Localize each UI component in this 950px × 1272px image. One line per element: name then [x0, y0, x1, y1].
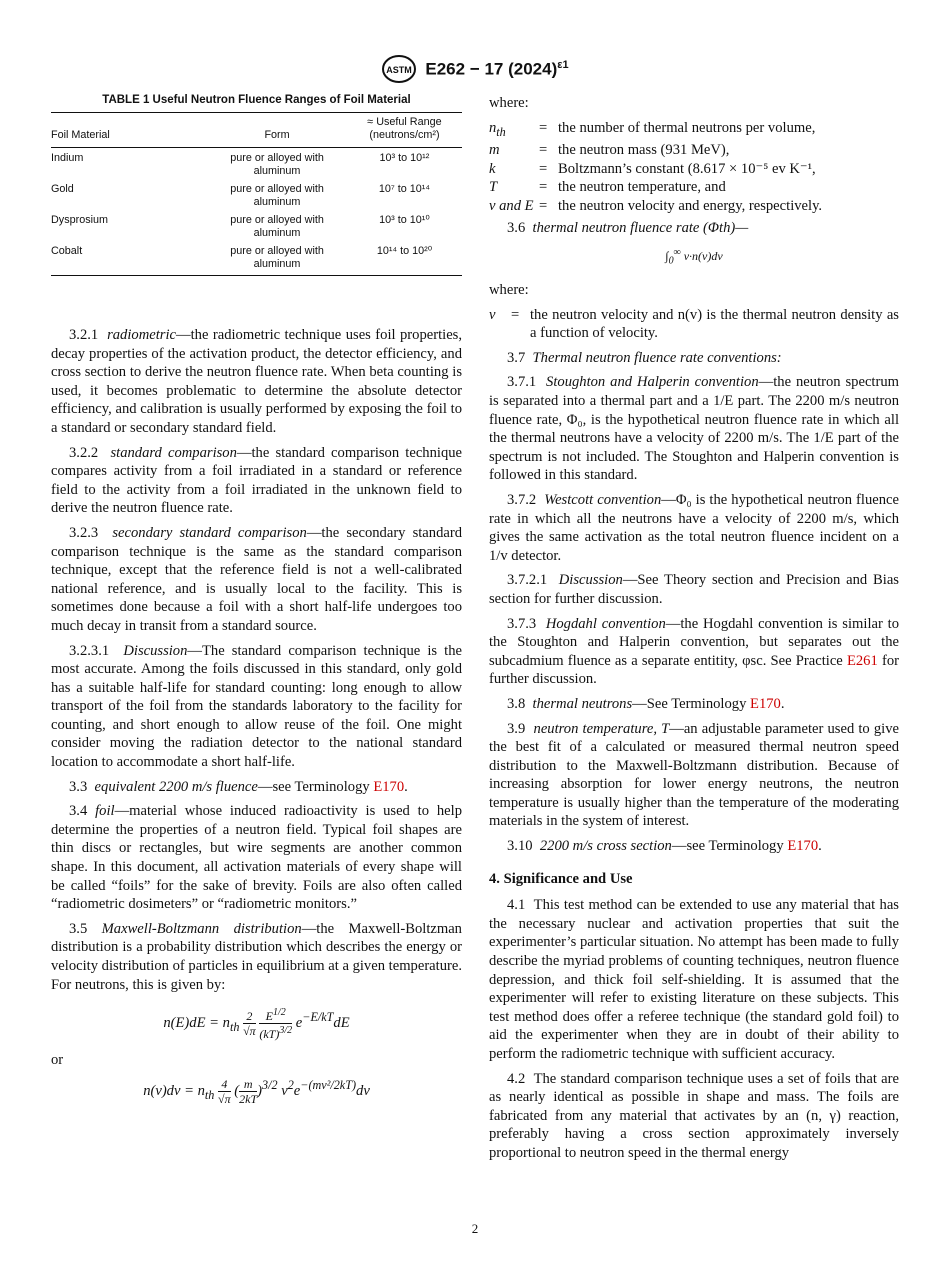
col-header-form: Form: [207, 113, 347, 148]
definitions-list-2: [489, 306, 899, 343]
cell-material: Dysprosium: [51, 214, 108, 226]
astm-logo-icon: [381, 54, 417, 84]
definition-row: T = the neutron temperature, and: [489, 179, 726, 196]
link-e261[interactable]: E261: [846, 652, 878, 669]
cell-material: Gold: [51, 183, 74, 195]
para-3-7-1: 3.7.1 Stoughton and Halperin convention—the neutron spectrum is separated into a thermal part and a 1/E part. The 2200 m/s neutron fluence rate, Φ₀, is the hypothetical neutron fluence rate in which all the thermal neutrons have a velocity of 2200 m/s. The 1/E part of the spectrum is not included. The Stoughton and Halperin convention is followed in this standard.: [489, 374, 899, 484]
page-number: 2: [471, 1221, 479, 1236]
cell-range: 10³ to 10¹²: [379, 152, 430, 164]
section-4-heading: 4. Significance and Use: [489, 870, 633, 887]
table-row: [51, 210, 462, 241]
cell-form: pure or alloyed with aluminum: [230, 214, 324, 239]
where-label: where:: [489, 95, 529, 111]
para-3-5: 3.5 Maxwell-Boltzmann distribution—the Maxwell-Boltzman distribution is a probability distribution which describes the energy or velocity distribution of particles in equilibrium at a given temperature. For neutrons, this is given by:: [51, 920, 462, 993]
para-3-6: 3.6 thermal neutron fluence rate (Φth)—: [507, 220, 749, 237]
page-header: [0, 54, 950, 84]
table-row: [51, 241, 462, 276]
para-3-4: 3.4 foil—material whose induced radioactivity is used to help determine the properties of a neutron field. Typical foil shapes are thin discs or rectangles, but wire segments are another common shape. In this document, all activation materials of every shape will be called “foils” for the sake of brevity. Foils are also often called “radiometric dosimeters” or “radiometric monitors.”: [51, 803, 462, 913]
para-3-2-1: 3.2.1 radiometric—the radiometric technique uses foil properties, decay properties of the activation product, the detector efficiency, and cross section to derive the neutron fluence rate. When beta counting is used, it becomes problematic to determine the absolute detector efficiency, and calibration is usually performed by exposing the foil to a standard or secondary standard field.: [51, 327, 463, 436]
definitions-list: [489, 119, 899, 216]
left-column: [51, 326, 462, 1106]
svg-text:ASTM: ASTM: [386, 65, 413, 75]
para-3-7: 3.7 Thermal neutron fluence rate conventions:: [507, 349, 782, 366]
para-3-10: 3.10 2200 m/s cross section—see Terminology E170.: [507, 838, 822, 855]
table-title: TABLE 1 Useful Neutron Fluence Ranges of Foil Material: [102, 94, 411, 106]
para-3-9: 3.9 neutron temperature, T—an adjustable parameter used to give the best fit of a calculated or measured thermal neutron speed distribution to the Maxwell-Boltzmann distribution. Because of increasing absorption for lower energy neutrons, the neutron temperature is usually higher than the temperature of the moderating materials in the system of interest.: [489, 720, 899, 830]
para-3-7-2-1: 3.7.2.1 Discussion—See Theory section and Precision and Bias section for further discussion.: [489, 572, 899, 607]
col-header-range: ≈ Useful Range (neutrons/cm²): [347, 113, 462, 148]
or-label: or: [51, 1052, 64, 1069]
col-header-material: Foil Material: [51, 113, 207, 148]
definition-row: v and E = the neutron velocity and energy, respectively.: [489, 197, 823, 214]
equation-fluence-rate: $\int_0^\infty$ v·n(v)dv: [665, 247, 723, 267]
cell-form: pure or alloyed with aluminum: [230, 152, 324, 177]
table-1: [51, 94, 462, 276]
right-column: [489, 94, 899, 1169]
para-3-8: 3.8 thermal neutrons—See Terminology E170.: [507, 695, 785, 712]
table-header-row: [51, 113, 462, 148]
link-e170[interactable]: E170: [750, 695, 781, 712]
table-row: [51, 148, 462, 180]
para-3-2-3-1: 3.2.3.1 Discussion—The standard comparison technique is the most accurate. Among the foils discussed in this standard, only gold has a suitable half-life for standard counting: long enough to allow transport of the foil from the standards laboratory to the facility for counting, and short enough to allow reuse of the foil. One might consider moving the radiation detector to the national standard location to accommodate a short half-life.: [51, 642, 463, 771]
cell-form: pure or alloyed with aluminum: [207, 241, 347, 276]
cell-material: Indium: [51, 152, 84, 164]
para-4-2: 4.2 The standard comparison technique uses a set of foils that are as nearly identical as possible in shape and mass. The foils are fabricated from any material that activates by an (n, γ) reaction, preferably having a cross section approximately inversely proportional to neutron speed in the thermal energy: [489, 1070, 899, 1161]
para-3-2-3: 3.2.3 secondary standard comparison—the secondary standard comparison technique is the same as the standard comparison technique, except that the reference field is not a well-calibrated national reference, and is usually local to the facility. This is sometimes done because a foil with a short half-life undergoes too much decay in transit from a standard source.: [51, 524, 463, 634]
cell-material: Cobalt: [51, 241, 207, 276]
table-row: [51, 179, 462, 210]
para-4-1: 4.1 This test method can be extended to use any material that has the necessary nuclear and activation properties that suit the experimenter’s particular situation. No attempt has been made to fully describe the myriad problems of counting techniques, neutron fluence depression, and thick foil self-shielding. It is assumed that the experimenter will refer to existing literature on these subjects. This test method does offer a referee technique (the standard gold foil) to aid the experimenter when they are in doubt of their ability to perform the radiometric technique with sufficient accuracy.: [489, 897, 899, 1063]
para-3-2-2: 3.2.2 standard comparison—the standard comparison technique compares activity from a foil irradiated in a standard or reference field to the activity from a foil irradiated in the unknown field to derive the neutron fluence rate.: [51, 444, 463, 517]
para-3-7-3: 3.7.3 Hogdahl convention—the Hogdahl convention is similar to the Stoughton and Halperin convention, but separates out the subcadmium fluence as a separate entitity, φsc. See Practice E261 for further discussion.: [489, 615, 900, 688]
link-e170[interactable]: E170: [787, 838, 819, 855]
standard-designation: E262 − 17 $(2024)^{\varepsilon 1}$: [425, 58, 569, 79]
definition-row: k = Boltzmann’s constant (8.617 × 10⁻⁵ ev K⁻¹,: [489, 160, 816, 177]
para-3-3: 3.3 equivalent 2200 m/s fluence—see Terminology E170.: [69, 778, 408, 795]
cell-range: 10³ to 10¹⁰: [379, 214, 430, 226]
definition-row: m = the neutron mass (931 MeV),: [489, 142, 730, 159]
definition-row: $n_{th}$ = the number of thermal neutrons per volume,: [489, 119, 816, 139]
cell-range: 10¹⁴ to 10²⁰: [347, 241, 462, 276]
cell-form: pure or alloyed with aluminum: [230, 183, 324, 208]
where-label-2: where:: [489, 282, 529, 299]
para-3-7-2: 3.7.2 Westcott convention—Φ₀ is the hypothetical neutron fluence rate in which all the neutrons have a velocity of 2200 m/s, which gives the same activation as the total neutron fluence incident on a 1/v detector.: [489, 491, 900, 564]
equation-velocity: $n(v)dv = n_{th}$ $\frac{4}{√\pi}$ ( $\frac{m}{2kT}$ )$^{3/2}$ $v^2e^{-(mv^2/2kT)}dv$: [143, 1076, 370, 1106]
link-e170[interactable]: E170: [373, 778, 405, 795]
definition-row: v = the neutron velocity and n(v) is the thermal neutron density as a function of velocity.: [489, 306, 899, 342]
equation-energy: $n(E)dE = n_{th}$ $\frac{2}{√\pi}$ $\frac{E^{1/2}}{(kT)^{3/2}}$ $e^{-E/kT}dE$: [163, 1007, 350, 1042]
cell-range: 10⁷ to 10¹⁴: [378, 183, 431, 195]
